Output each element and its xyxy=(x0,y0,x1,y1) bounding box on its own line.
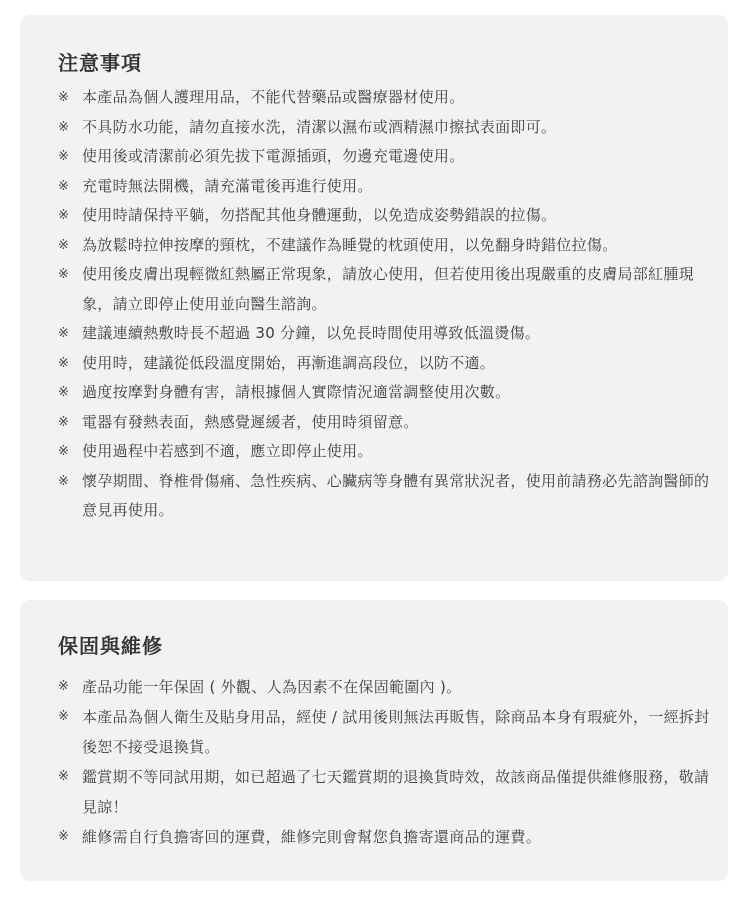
warranty-item-text: 本產品為個人衛生及貼身用品，經使 / 試用後則無法再販售，除商品本身有瑕疵外，一經拆封後恕不接受退換貨。 xyxy=(82,708,710,756)
list-item xyxy=(58,349,716,379)
reference-mark-icon: ※ xyxy=(58,237,70,253)
notice-item-text: 使用時，建議從低段溫度開始，再漸進調高段位，以防不適。 xyxy=(82,353,496,372)
notice-item-text: 不具防水功能，請勿直接水洗，清潔以濕布或酒精濕巾擦拭表面即可。 xyxy=(82,117,557,136)
list-item xyxy=(58,467,716,526)
warranty-title: 保固與維修 xyxy=(58,634,163,658)
warranty-list xyxy=(58,672,716,852)
list-item xyxy=(58,378,716,408)
list-item xyxy=(58,83,716,113)
notice-item-text: 使用後或清潔前必須先拔下電源插頭，勿邊充電邊使用。 xyxy=(82,147,465,165)
notice-item-text: 為放鬆時拉伸按摩的頸枕，不建議作為睡覺的枕頭使用，以免翻身時錯位拉傷。 xyxy=(82,235,618,254)
list-item xyxy=(58,408,716,438)
notice-item-text: 電器有發熱表面，熱感覺遲緩者，使用時須留意。 xyxy=(82,412,419,431)
reference-mark-icon: ※ xyxy=(58,178,70,194)
notice-item-text: 使用時請保持平躺，勿搭配其他身體運動，以免造成姿勢錯誤的拉傷。 xyxy=(82,206,557,224)
notice-item-text: 充電時無法開機，請充滿電後再進行使用。 xyxy=(82,176,373,195)
list-item xyxy=(58,201,716,231)
list-item xyxy=(58,231,716,261)
notice-item-text: 使用過程中若感到不適，應立即停止使用。 xyxy=(82,442,373,460)
reference-mark-icon: ※ xyxy=(58,326,70,341)
list-item xyxy=(58,437,716,467)
notice-title: 注意事項 xyxy=(58,51,142,75)
list-item xyxy=(58,260,716,319)
list-item xyxy=(58,702,716,762)
reference-mark-icon: ※ xyxy=(58,414,70,430)
notice-item-text: 建議連續熱敷時長不超過 30 分鐘，以免長時間使用導致低溫燙傷。 xyxy=(82,324,541,342)
notice-card xyxy=(20,15,728,581)
reference-mark-icon: ※ xyxy=(58,208,70,223)
reference-mark-icon: ※ xyxy=(58,829,70,844)
list-item xyxy=(58,672,716,702)
notice-item-text: 懷孕期間、脊椎骨傷痛、急性疾病、心臟病等身體有異常狀況者，使用前請務必先諮詢醫師的意見再使用。 xyxy=(82,471,710,519)
reference-mark-icon: ※ xyxy=(58,709,70,724)
list-item xyxy=(58,822,716,852)
notice-item-text: 本產品為個人護理用品，不能代替藥品或醫療器材使用。 xyxy=(82,88,465,106)
warranty-card xyxy=(20,600,728,881)
warranty-item-text: 維修需自行負擔寄回的運費，維修完則會幫您負擔寄還商品的運費。 xyxy=(82,828,542,846)
warranty-item-text: 產品功能一年保固 ( 外觀、人為因素不在保固範圍內 )。 xyxy=(82,678,462,696)
reference-mark-icon: ※ xyxy=(58,473,70,489)
reference-mark-icon: ※ xyxy=(58,679,70,694)
reference-mark-icon: ※ xyxy=(58,149,70,164)
list-item xyxy=(58,172,716,202)
list-item xyxy=(58,113,716,143)
notice-list xyxy=(58,83,716,526)
reference-mark-icon: ※ xyxy=(58,355,70,371)
reference-mark-icon: ※ xyxy=(58,385,70,400)
reference-mark-icon: ※ xyxy=(58,267,70,282)
list-item xyxy=(58,319,716,349)
notice-item-text: 使用後皮膚出現輕微紅熱屬正常現象，請放心使用，但若使用後出現嚴重的皮膚局部紅腫現象，請立即停止使用並向醫生諮詢。 xyxy=(82,265,695,313)
reference-mark-icon: ※ xyxy=(58,769,70,784)
reference-mark-icon: ※ xyxy=(58,444,70,459)
warranty-item-text: 鑑賞期不等同試用期，如已超過了七天鑑賞期的退換貨時效，故該商品僅提供維修服務，敬請見諒！ xyxy=(82,768,710,816)
reference-mark-icon: ※ xyxy=(58,119,70,135)
notice-item-text: 過度按摩對身體有害，請根據個人實際情況適當調整使用次數。 xyxy=(82,383,511,401)
list-item xyxy=(58,762,716,822)
reference-mark-icon: ※ xyxy=(58,90,70,105)
list-item xyxy=(58,142,716,172)
